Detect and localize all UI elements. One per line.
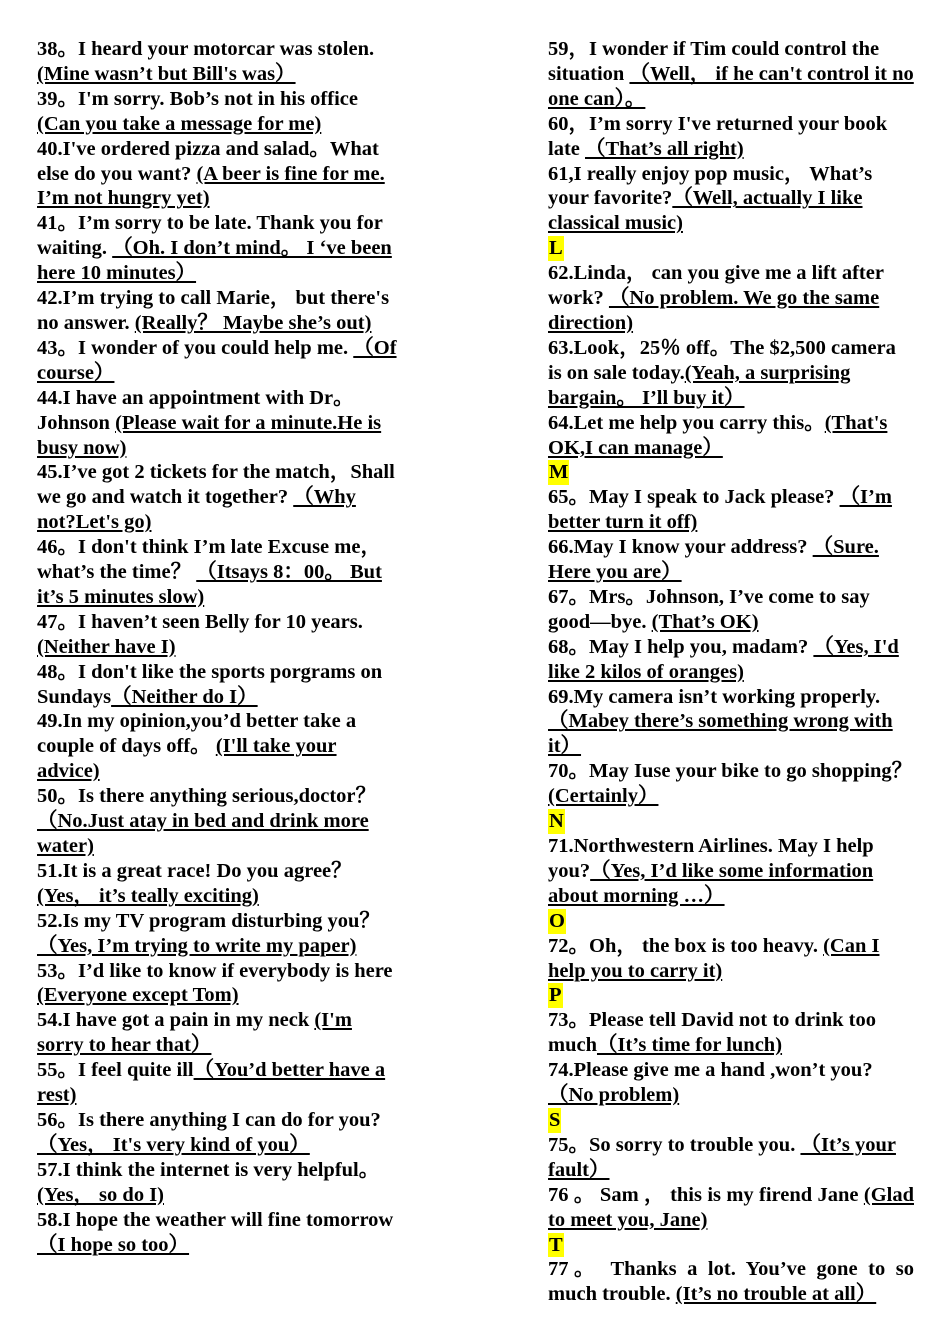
qa-item — [37, 909, 397, 959]
answer-text: （That’s all right) — [585, 137, 744, 160]
question-text: 38。I heard your motorcar was stolen. — [37, 38, 375, 60]
qa-item — [37, 211, 397, 286]
qa-item — [548, 162, 914, 237]
question-text: 51.It is a great race! Do you agree？ — [37, 859, 352, 882]
question-text: 58.I hope the weather will fine tomorrow — [37, 1208, 394, 1231]
answer-text: （It’s your fault） — [548, 1133, 896, 1181]
qa-item — [37, 1158, 397, 1208]
section-letter — [548, 460, 914, 485]
answer-text: （Mabey there’s something wrong with it） — [548, 710, 893, 758]
question-text: 64.Let me help you carry this。 — [548, 411, 825, 434]
answer-text: （I’m better turn it off) — [548, 486, 892, 534]
qa-item — [548, 37, 914, 112]
question-text: 66.May I know your address? — [548, 536, 813, 559]
answer-text: (That’s OK) — [651, 610, 759, 633]
qa-item — [37, 37, 397, 87]
answer-text: (Yeah, a surprising bargain。 I’ll buy it） — [548, 361, 851, 409]
answer-text: (Mine wasn’t but Bill's was） — [37, 62, 296, 85]
qa-item — [548, 834, 914, 909]
answer-text: （Well, actually I like classical music) — [548, 187, 863, 235]
question-text: 46。I don't think I’m late Excuse me， what’s the time？ — [37, 536, 381, 584]
right-column — [548, 37, 914, 1307]
question-text: 62.Linda， can you give me a lift after work? — [548, 262, 884, 310]
question-text: 40.I've ordered pizza and salad。What else do you want? — [37, 137, 379, 185]
answer-text: （No problem) — [548, 1084, 680, 1107]
question-text: 76 。 Sam ， this is my firend Jane — [548, 1183, 864, 1206]
answer-text: （It’s time for lunch) — [596, 1034, 783, 1057]
answer-text: （No problem. We go the same direction) — [548, 287, 880, 334]
question-text: 47。I haven’t seen Belly for 10 years. — [37, 610, 363, 633]
qa-item — [548, 1008, 914, 1058]
qa-item — [548, 1183, 914, 1233]
qa-item — [548, 934, 914, 984]
section-letter-label: M — [549, 461, 569, 484]
qa-item — [548, 1257, 914, 1307]
qa-item — [37, 859, 397, 909]
section-letter-label: T — [549, 1233, 563, 1256]
question-text: 61,I really enjoy pop music， What’s your favorite? — [548, 162, 873, 210]
qa-item — [548, 1058, 914, 1108]
answer-text: (Yes， so do I) — [37, 1183, 164, 1206]
question-text: 68。May I help you, madam? — [548, 635, 814, 658]
qa-item — [548, 336, 914, 411]
question-text: 43。I wonder of you could help me. — [37, 336, 354, 359]
question-text: 70。May Iuse your bike to go shopping？ — [548, 760, 913, 783]
answer-text: (Neither have I) — [37, 635, 176, 658]
qa-item — [548, 585, 914, 635]
qa-item — [37, 610, 397, 660]
qa-item — [548, 411, 914, 461]
section-letter-label: P — [549, 984, 562, 1007]
answer-text: （Yes, I’m trying to write my paper) — [37, 934, 357, 957]
qa-item — [37, 336, 397, 386]
question-text: 71.Northwestern Airlines. May I help you? — [548, 835, 874, 882]
question-text: 67。Mrs。Johnson, I’ve come to say good—bye. — [548, 585, 870, 633]
question-text: 56。Is there anything I can do for you? — [37, 1108, 381, 1131]
question-text: 55。I feel quite ill — [37, 1059, 194, 1082]
question-text: 63.Look，25％ off。The $2,500 camera is on sale today. — [548, 336, 896, 384]
left-column — [37, 37, 397, 1257]
question-text: 77。 Thanks a lot. You’ve gone to so much trouble. — [548, 1258, 914, 1306]
question-text: 44.I have an appointment with Dr。Johnson — [37, 386, 354, 434]
section-letter — [548, 909, 914, 934]
answer-text: (That's OK,I can manage） — [548, 411, 888, 459]
answer-text: （You’d better have a rest) — [37, 1059, 386, 1107]
question-text: 41。I’m sorry to be late. Thank you for waiting. — [37, 212, 383, 260]
qa-item — [548, 759, 914, 809]
qa-item — [548, 535, 914, 585]
section-letter — [548, 809, 914, 834]
answer-text: （Of course） — [37, 336, 397, 384]
answer-text: （I hope so too） — [37, 1233, 190, 1256]
answer-text: (It’s no trouble at all） — [675, 1283, 877, 1306]
question-text: 54.I have got a pain in my neck — [37, 1009, 315, 1032]
qa-item — [37, 1008, 397, 1058]
qa-item — [37, 784, 397, 859]
answer-text: (Please wait for a minute.He is busy now) — [37, 411, 382, 459]
answer-text: (Really？ Maybe she’s out) — [134, 311, 372, 334]
qa-item — [37, 1208, 397, 1258]
qa-item — [548, 261, 914, 336]
section-letter — [548, 236, 914, 261]
section-letter — [548, 1108, 914, 1133]
qa-item — [548, 685, 914, 760]
answer-text: (I'm sorry to hear that） — [37, 1009, 352, 1057]
qa-item — [37, 1058, 397, 1108]
qa-item — [548, 112, 914, 162]
answer-text: (I'll take your advice) — [37, 735, 337, 783]
question-text: 48。I don't like the sports porgrams on Sundays — [37, 660, 383, 708]
answer-text: （Itsays 8：00。 But it’s 5 minutes slow) — [37, 561, 382, 608]
section-letter-label: O — [549, 909, 565, 932]
section-letter-label: S — [549, 1108, 561, 1131]
qa-item — [37, 87, 397, 137]
answer-text: （No.Just atay in bed and drink more water) — [37, 810, 369, 857]
qa-item — [37, 535, 397, 610]
question-text: 39。I'm sorry. Bob’s not in his office — [37, 87, 358, 110]
answer-text: (Glad to meet you, Jane) — [548, 1183, 914, 1231]
question-text: 49.In my opinion,you’d better take a couple of days off。 — [37, 710, 357, 758]
question-text: 42.I’m trying to call Marie， but there's no answer. — [37, 287, 390, 334]
question-text: 75。So sorry to trouble you. — [548, 1133, 801, 1156]
qa-item — [37, 709, 397, 784]
question-text: 72。Oh， the box is too heavy. — [548, 934, 824, 957]
qa-item — [37, 137, 397, 212]
question-text: 57.I think the internet is very helpful。 — [37, 1158, 380, 1181]
section-letter-label: N — [549, 810, 564, 833]
question-text: 74.Please give me a hand ,won’t you? — [548, 1059, 873, 1082]
qa-item — [37, 1108, 397, 1158]
qa-item — [37, 660, 397, 710]
answer-text: （Yes, I'd like 2 kilos of oranges) — [548, 635, 899, 683]
answer-text: （Oh. I don’t mind。 I ‘ve been here 10 minutes） — [37, 237, 392, 285]
question-text: 45.I’ve got 2 tickets for the match，Shall we go and watch it together? — [37, 461, 395, 509]
section-letter — [548, 983, 914, 1008]
question-text: 53。I’d like to know if everybody is here — [37, 959, 393, 982]
answer-text: （Neither do I） — [111, 685, 258, 708]
qa-item — [37, 460, 397, 535]
question-text: 60，I’m sorry I've returned your book late — [548, 112, 888, 160]
answer-text: (Certainly） — [548, 785, 659, 808]
question-text: 73。Please tell David not to drink too much — [548, 1009, 876, 1057]
qa-item — [548, 485, 914, 535]
qa-item — [548, 1133, 914, 1183]
question-text: 52.Is my TV program disturbing you？ — [37, 909, 380, 932]
section-letter-label: L — [549, 237, 563, 260]
answer-text: (Everyone except Tom) — [37, 984, 239, 1007]
answer-text: （Why not?Let's go) — [37, 486, 356, 534]
qa-item — [548, 635, 914, 685]
answer-text: （Sure. Here you are） — [548, 536, 879, 584]
answer-text: （Yes， It's very kind of you） — [37, 1133, 310, 1156]
qa-item — [37, 386, 397, 461]
question-text: 50。Is there anything serious,doctor？ — [37, 785, 377, 808]
answer-text: (Can you take a message for me) — [37, 112, 322, 135]
answer-text: (Can I help you to carry it) — [548, 934, 880, 982]
answer-text: （Well， if he can't control it no one can）。 — [548, 62, 914, 110]
question-text: 65。May I speak to Jack please? — [548, 486, 840, 509]
question-text: 59，I wonder if Tim could control the situation — [548, 38, 880, 85]
qa-item — [37, 286, 397, 336]
answer-text: (Yes， it’s teally exciting) — [37, 884, 259, 907]
question-text: 69.My camera isn’t working properly. — [548, 685, 881, 708]
qa-item — [37, 959, 397, 1009]
answer-text: （Yes, I’d like some information about morning …） — [548, 859, 874, 907]
answer-text: (A beer is fine for me. I’m not hungry yet) — [37, 162, 385, 210]
section-letter — [548, 1233, 914, 1258]
